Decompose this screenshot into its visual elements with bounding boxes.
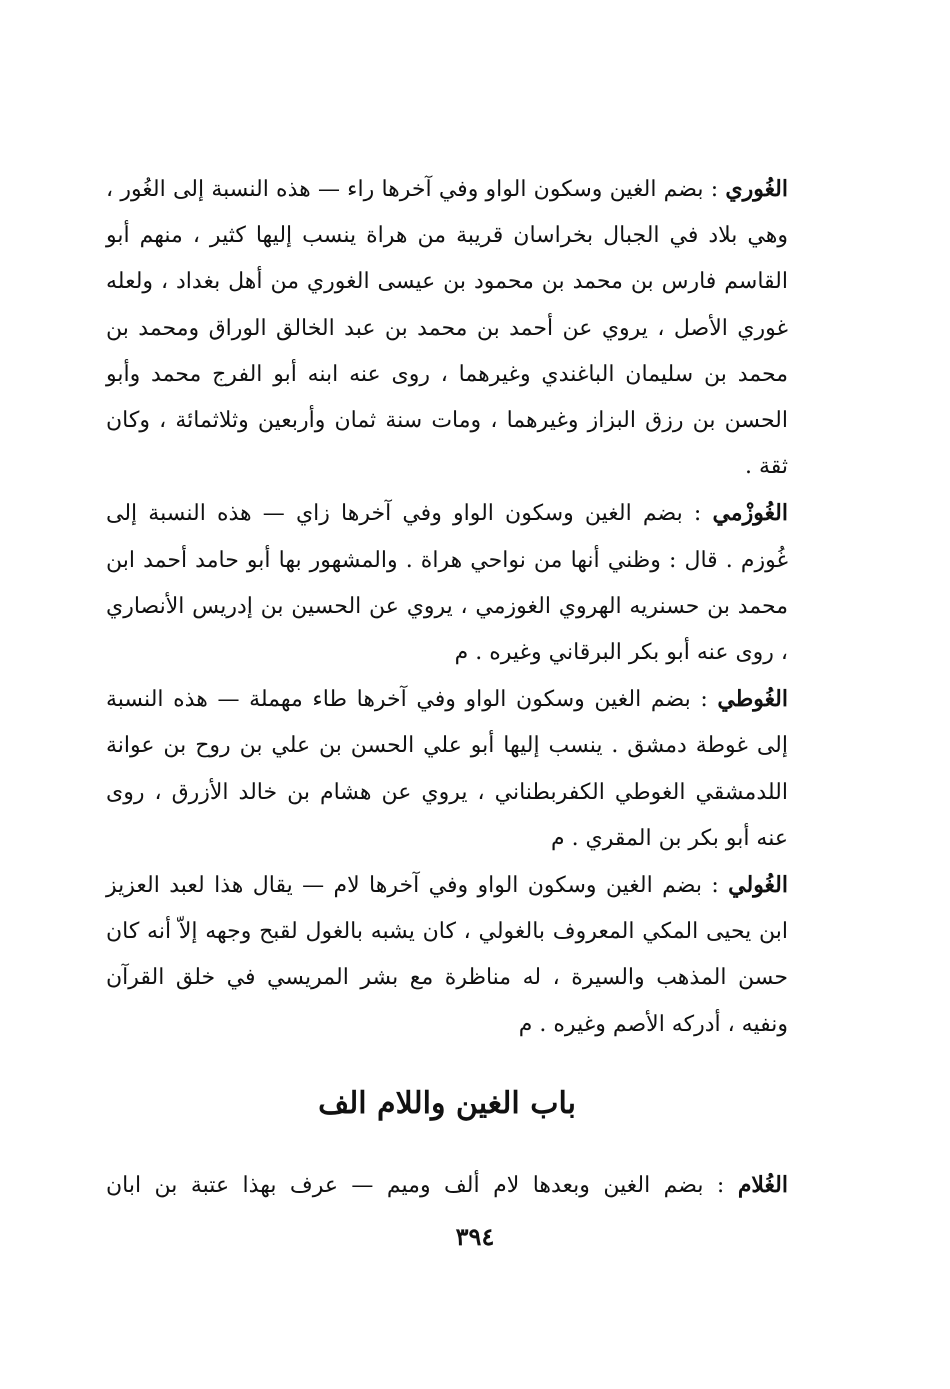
entry-text: : بضم الغين وسكون الواو وفي آخرها لام — يقال هذا لعبد العزيز ابن يحيى المكي المعروف بالغولي ، كان يشبه بالغول لقبح وجهه إلاّ أنه كان حسن المذهب والسيرة ، له مناظرة مع بشر المريسي في خلق القرآن ونفيه ، أدركه الأصم وغيره . م xyxy=(106,873,788,1037)
entry-ghuti xyxy=(106,676,788,862)
entry-headword: الغُلام xyxy=(737,1172,788,1198)
entry-ghulam xyxy=(106,1165,788,1206)
entry-headword: الغُولي xyxy=(728,872,788,899)
entry-headword: الغُوري xyxy=(725,176,788,202)
entry-text: : بضم الغين وسكون الواو وفي آخرها راء — هذه النسبة إلى الغُور ، وهي بلاد في الجبال بخراسان قريبة من هراة ينسب إليها كثير ، منهم أبو القاسم فارس بن محمد بن محمود بن عيسى الغوري من أهل بغداد ، ولعله غوري الأصل ، يروي عن أحمد بن محمد بن عبد الخالق الوراق ومحمد بن محمد بن سليمان الباغندي وغيرهما ، روى عنه ابنه أبو الفرج محمد وأبو الحسن بن رزق البزاز وغيرهما ، ومات سنة ثمان وأربعين وثلاثمائة ، وكان ثقة . xyxy=(106,177,788,480)
entry-headword: الغُوزْمي xyxy=(712,500,788,527)
entry-ghuri xyxy=(106,166,788,490)
entry-text: : بضم الغين وسكون الواو وفي آخرها زاي — هذه النسبة إلى غُوزم . قال : وظني أنها من نواحي هراة . والمشهور بها أبو حامد أحمد ابن محمد بن حسنريه الهروي الغوزمي ، يروي عن الحسين بن إدريس الأنصاري ، روى عنه أبو بكر البرقاني وغيره . م xyxy=(106,501,788,666)
entry-text: : بضم الغين وسكون الواو وفي آخرها طاء مهملة — هذه النسبة إلى غوطة دمشق . ينسب إليها أبو علي الحسن بن علي بن روح بن عوانة اللدمشقي الغوطي الكفربطناني ، يروي عن هشام بن خالد الأزرق ، روى عنه أبو بكر بن المقري . م xyxy=(106,687,788,851)
entry-text: : بضم الغين وبعدها لام ألف وميم — عرف بهذا عتبة بن ابان xyxy=(106,1173,738,1198)
entry-ghuzmi xyxy=(106,490,788,676)
entry-headword: الغُوطي xyxy=(717,686,788,713)
section-heading: باب الغين واللام الف xyxy=(318,1086,576,1121)
page-number: ٣٩٤ xyxy=(455,1222,495,1251)
entry-ghuli xyxy=(106,862,788,1048)
entries-block xyxy=(106,166,788,1048)
